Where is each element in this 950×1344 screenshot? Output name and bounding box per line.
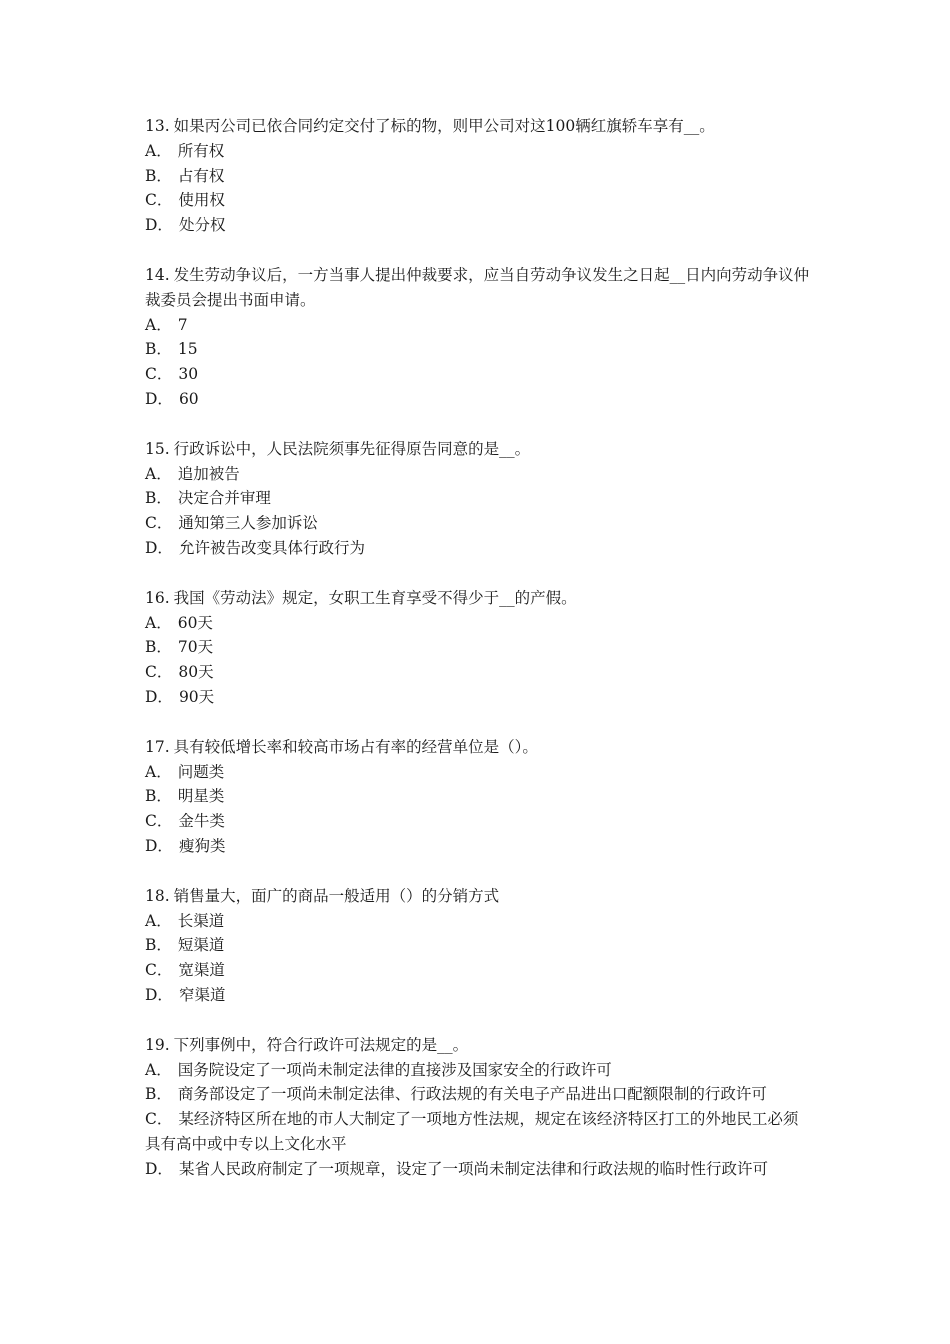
option-letter: B． (145, 936, 172, 955)
question-text: 发生劳动争议后，一方当事人提出仲裁要求，应当自劳动争议发生之日起__日内向劳动争议仲裁委员会提出书面申请。 (145, 265, 810, 309)
option-text: 60 (178, 389, 199, 408)
option-letter: B． (145, 787, 172, 806)
question-text: 销售量大，面广的商品一般适用（）的分销方式 (173, 886, 500, 905)
question-16 (145, 586, 813, 710)
option-letter: A． (145, 1060, 172, 1079)
option-text: 长渠道 (177, 911, 225, 930)
option-letter: C． (145, 663, 173, 682)
question-17 (145, 735, 813, 859)
option-text: 商务部设定了一项尚未制定法律、行政法规的有关电子产品进出口配额限制的行政许可 (177, 1085, 767, 1104)
option-b (145, 164, 813, 189)
option-text: 问题类 (177, 762, 225, 781)
option-c (145, 809, 813, 834)
option-b (145, 1082, 813, 1107)
question-number: 13. (145, 117, 170, 135)
question-stem (145, 114, 813, 139)
option-b (145, 933, 813, 958)
option-text: 某经济特区所在地的市人大制定了一项地方性法规，规定在该经济特区打工的外地民工必须具有高中或中专以上文化水平 (145, 1110, 799, 1153)
option-letter: B． (145, 340, 172, 359)
option-letter: D． (145, 687, 173, 706)
question-text: 如果丙公司已依合同约定交付了标的物，则甲公司对这100辆红旗轿车享有__。 (173, 117, 715, 135)
question-stem (145, 884, 813, 909)
question-number: 18. (145, 886, 170, 905)
option-text: 宽渠道 (178, 961, 225, 980)
option-text: 30 (178, 365, 199, 384)
option-text: 瘦狗类 (178, 836, 226, 855)
question-stem (145, 437, 813, 462)
option-d (145, 983, 813, 1008)
question-stem (145, 263, 813, 313)
option-text: 国务院设定了一项尚未制定法律的直接涉及国家安全的行政许可 (177, 1060, 612, 1079)
document-page (145, 114, 813, 1206)
option-b (145, 337, 813, 362)
option-letter: A． (145, 315, 172, 334)
option-letter: A． (145, 613, 172, 632)
option-letter: D． (145, 836, 173, 855)
question-number: 19. (145, 1035, 170, 1054)
question-text: 具有较低增长率和较高市场占有率的经营单位是（）。 (173, 737, 538, 756)
question-text: 行政诉讼中，人民法院须事先征得原告同意的是__。 (173, 439, 531, 458)
option-letter: C． (145, 961, 173, 980)
question-number: 17. (145, 737, 170, 756)
option-c (145, 188, 813, 213)
option-letter: B． (145, 489, 172, 508)
option-d (145, 536, 813, 561)
option-a (145, 611, 813, 636)
question-stem (145, 586, 813, 611)
option-letter: A． (145, 141, 172, 160)
option-letter: B． (145, 1085, 172, 1104)
option-c (145, 362, 813, 387)
option-text: 15 (177, 340, 198, 359)
option-a (145, 462, 813, 487)
option-letter: D． (145, 216, 173, 235)
option-text: 占有权 (177, 166, 225, 185)
option-d (145, 213, 813, 238)
option-text: 80天 (178, 663, 214, 682)
option-b (145, 784, 813, 809)
question-14 (145, 263, 813, 412)
option-text: 90天 (178, 687, 215, 706)
option-letter: A． (145, 762, 172, 781)
option-text: 7 (177, 315, 188, 334)
option-text: 金牛类 (178, 812, 225, 831)
question-13 (145, 114, 813, 238)
option-letter: C． (145, 812, 173, 831)
option-letter: C． (145, 191, 173, 210)
option-text: 允许被告改变具体行政行为 (178, 538, 365, 557)
option-text: 60天 (177, 613, 213, 632)
option-c (145, 660, 813, 685)
option-letter: D． (145, 389, 173, 408)
question-text: 下列事例中，符合行政许可法规定的是__。 (173, 1035, 469, 1054)
option-d (145, 1157, 813, 1182)
option-c (145, 958, 813, 983)
question-number: 15. (145, 439, 170, 458)
option-b (145, 635, 813, 660)
option-a (145, 760, 813, 785)
option-d (145, 685, 813, 710)
question-19 (145, 1033, 813, 1182)
option-letter: C． (145, 1110, 173, 1129)
question-15 (145, 437, 813, 561)
question-18 (145, 884, 813, 1008)
question-text: 我国《劳动法》规定，女职工生育享受不得少于__的产假。 (173, 588, 577, 607)
option-text: 某省人民政府制定了一项规章，设定了一项尚未制定法律和行政法规的临时性行政许可 (178, 1159, 768, 1178)
question-stem (145, 1033, 813, 1058)
question-number: 14. (145, 265, 170, 284)
question-stem (145, 735, 813, 760)
option-b (145, 486, 813, 511)
option-letter: A． (145, 464, 172, 483)
option-text: 处分权 (178, 216, 226, 235)
option-text: 决定合并审理 (177, 489, 271, 508)
option-a (145, 909, 813, 934)
option-text: 通知第三人参加诉讼 (178, 514, 318, 533)
option-letter: D． (145, 538, 173, 557)
option-letter: C． (145, 365, 173, 384)
option-letter: B． (145, 166, 172, 185)
option-letter: A． (145, 911, 172, 930)
option-letter: B． (145, 638, 172, 657)
option-letter: D． (145, 1159, 173, 1178)
option-text: 明星类 (177, 787, 225, 806)
option-text: 窄渠道 (178, 985, 226, 1004)
option-d (145, 834, 813, 859)
option-text: 使用权 (178, 191, 225, 210)
option-a (145, 313, 813, 338)
option-d (145, 387, 813, 412)
option-letter: C． (145, 514, 173, 533)
option-text: 短渠道 (177, 936, 225, 955)
option-letter: D． (145, 985, 173, 1004)
option-text: 所有权 (177, 141, 225, 160)
option-a (145, 139, 813, 164)
option-c (145, 511, 813, 536)
question-number: 16. (145, 588, 170, 607)
option-c (145, 1107, 813, 1157)
option-text: 70天 (177, 638, 214, 657)
option-a (145, 1058, 813, 1083)
option-text: 追加被告 (177, 464, 240, 483)
